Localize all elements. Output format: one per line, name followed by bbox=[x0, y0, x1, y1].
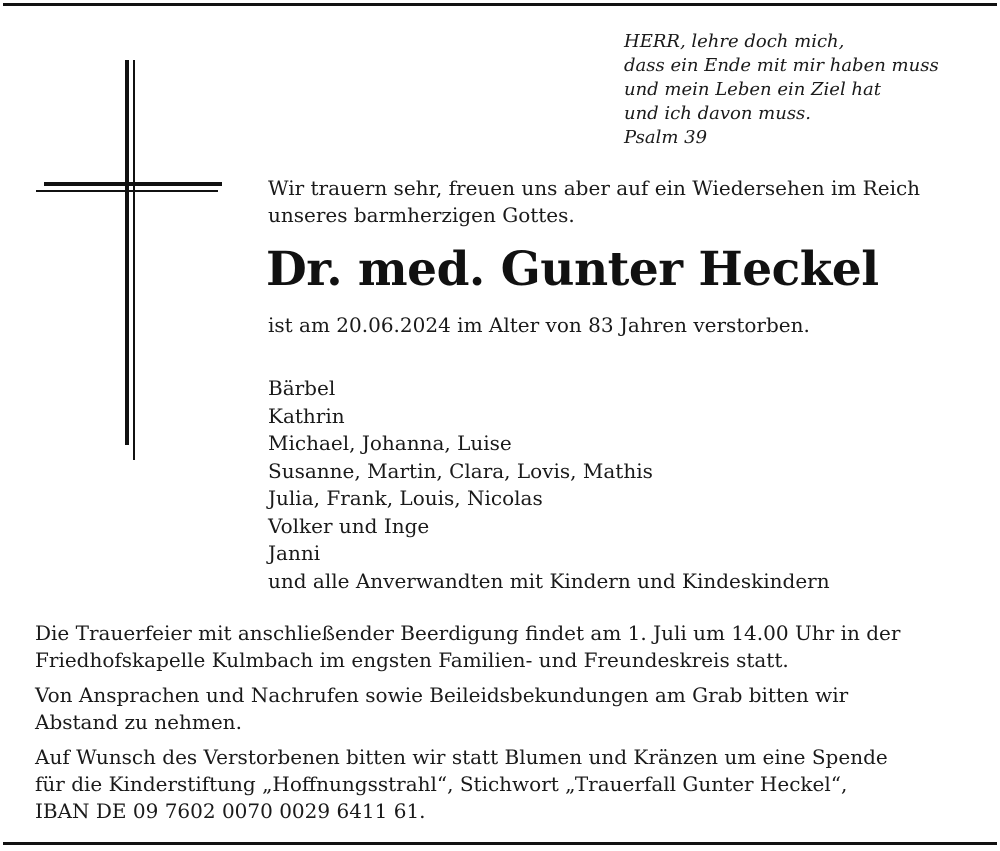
donation-notice bbox=[35, 744, 975, 825]
cross-horizontal-bar-bottom bbox=[36, 190, 218, 192]
intro-line: Wir trauern sehr, freuen uns aber auf ein Wiedersehen im Reich bbox=[268, 176, 921, 200]
verse-reference: Psalm 39 bbox=[624, 127, 708, 148]
mourner-entry: Janni bbox=[268, 541, 321, 565]
donation-iban: IBAN DE 09 7602 0070 0029 6411 61. bbox=[35, 799, 426, 823]
deceased-name: Dr. med. Gunter Heckel bbox=[266, 242, 879, 297]
intro-line: unseres barmherzigen Gottes. bbox=[268, 203, 575, 227]
death-date-line: ist am 20.06.2024 im Alter von 83 Jahren verstorben. bbox=[268, 313, 810, 337]
mourner-entry: Bärbel bbox=[268, 376, 336, 400]
mourner-entry: Julia, Frank, Louis, Nicolas bbox=[268, 486, 543, 510]
cross-horizontal-bar-top bbox=[44, 182, 222, 186]
mourner-entry: Michael, Johanna, Luise bbox=[268, 431, 512, 455]
mourners-list bbox=[268, 375, 830, 595]
funeral-notice-line: Friedhofskapelle Kulmbach im engsten Familien- und Freundeskreis statt. bbox=[35, 648, 789, 672]
verse-line: und mein Leben ein Ziel hat bbox=[624, 79, 881, 100]
verse-line: dass ein Ende mit mir haben muss bbox=[624, 55, 939, 76]
condolence-notice-line: Abstand zu nehmen. bbox=[35, 710, 242, 734]
verse-line: HERR, lehre doch mich, bbox=[624, 31, 845, 52]
intro-text bbox=[268, 175, 968, 229]
verse-line: und ich davon muss. bbox=[624, 103, 812, 124]
cross-vertical-bar-right bbox=[133, 60, 135, 460]
mourner-entry: Susanne, Martin, Clara, Lovis, Mathis bbox=[268, 458, 653, 483]
funeral-notice bbox=[35, 620, 975, 674]
cross-vertical-bar-left bbox=[125, 60, 129, 445]
mourner-entry: und alle Anverwandten mit Kindern und Kindeskindern bbox=[268, 568, 830, 593]
donation-notice-line: Auf Wunsch des Verstorbenen bitten wir statt Blumen und Kränzen um eine Spende bbox=[35, 745, 888, 769]
condolence-notice bbox=[35, 682, 975, 736]
notice-section bbox=[35, 620, 975, 833]
bible-verse bbox=[624, 30, 984, 150]
mourner-entry: Kathrin bbox=[268, 403, 345, 428]
cross-icon bbox=[36, 60, 222, 460]
donation-notice-line: für die Kinderstiftung „Hoffnungsstrahl“, Stichwort „Trauerfall Gunter Heckel“, bbox=[35, 772, 848, 796]
funeral-notice-line: Die Trauerfeier mit anschließender Beerdigung findet am 1. Juli um 14.00 Uhr in der bbox=[35, 621, 901, 645]
condolence-notice-line: Von Ansprachen und Nachrufen sowie Beileidsbekundungen am Grab bitten wir bbox=[35, 683, 849, 707]
mourner-entry: Volker und Inge bbox=[268, 513, 430, 538]
